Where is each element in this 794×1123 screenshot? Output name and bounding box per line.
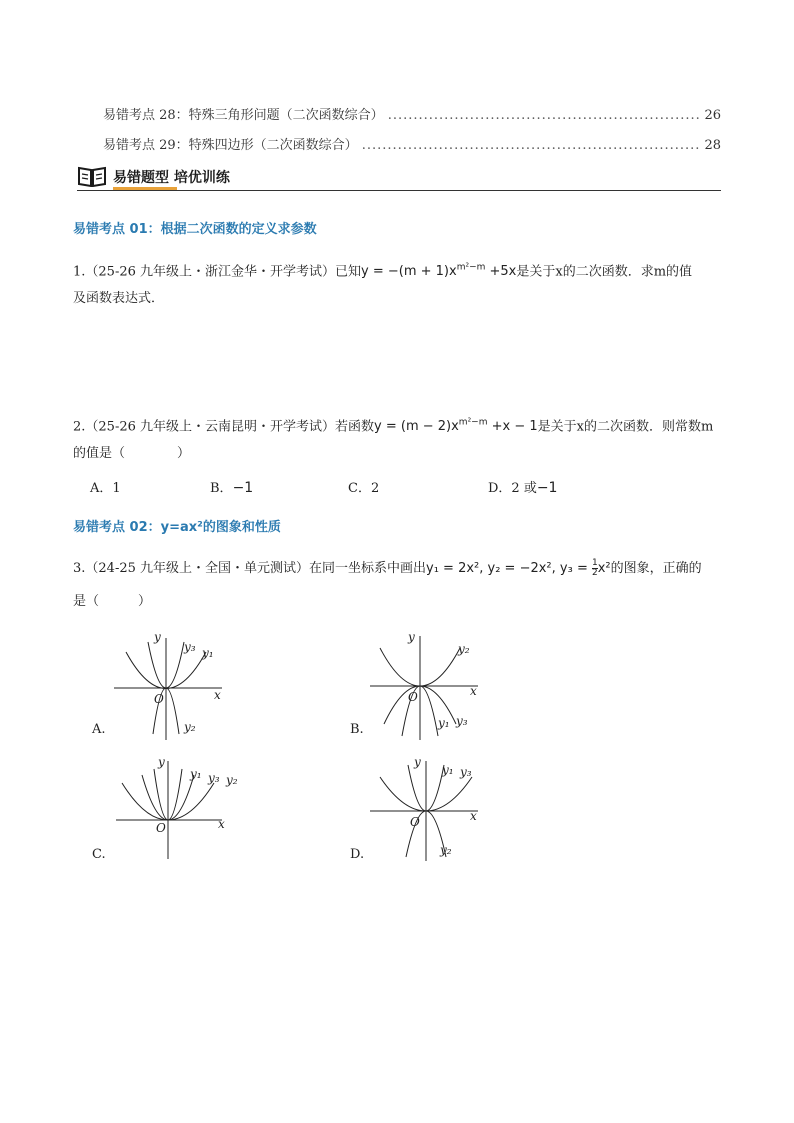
q2-option-a[interactable]: A．1 bbox=[90, 481, 121, 496]
toc-label: 易错考点 29：特殊四边形（二次函数综合） bbox=[103, 138, 358, 153]
toc-label: 易错考点 28：特殊三角形问题（二次函数综合） bbox=[103, 108, 384, 123]
q2-option-d[interactable]: D．2 或−1 bbox=[488, 480, 558, 496]
toc-entry-28[interactable] bbox=[103, 104, 721, 124]
curve-label: y₃ bbox=[184, 640, 196, 654]
question-2 bbox=[73, 413, 723, 464]
curve-label: y₃ bbox=[460, 765, 472, 779]
section-rule bbox=[77, 190, 721, 191]
x-axis-label: x bbox=[470, 809, 477, 823]
toc-entry-29[interactable] bbox=[103, 134, 721, 154]
y-axis-label: y bbox=[414, 755, 421, 769]
graph-c-plot bbox=[86, 755, 246, 865]
knowledge-point-02: 易错考点 02：y=ax²的图象和性质 bbox=[73, 520, 281, 535]
question-1-line2: 及函数表达式． bbox=[73, 291, 165, 307]
option-label: D. bbox=[350, 847, 365, 862]
y-axis-label: y bbox=[158, 755, 165, 769]
toc-page: 28 bbox=[704, 138, 721, 153]
origin-label: O bbox=[408, 690, 418, 704]
graph-a-plot bbox=[86, 630, 246, 740]
question-1 bbox=[73, 258, 723, 309]
question-2-line1: 2.（25-26 九年级上・云南昆明・开学考试）若函数$y = (m - 2)x^{m^2-m} +x - 1$是关于x的二次函数．则常数m bbox=[73, 418, 714, 435]
curve-label: y₁ bbox=[190, 767, 202, 781]
toc-page: 26 bbox=[704, 108, 721, 123]
question-3 bbox=[73, 559, 723, 612]
option-label: C. bbox=[92, 847, 106, 862]
origin-label: O bbox=[156, 821, 166, 835]
curve-label: y₁ bbox=[438, 716, 450, 730]
curve-label: y₃ bbox=[208, 771, 220, 785]
option-label: B. bbox=[350, 722, 364, 737]
origin-label: O bbox=[154, 692, 164, 706]
x-axis-label: x bbox=[218, 817, 225, 831]
curve-label: y₂ bbox=[458, 642, 470, 656]
curve-label: y₁ bbox=[202, 646, 214, 660]
curve-label: y₂ bbox=[440, 843, 452, 857]
question-2-line2: 的值是（ ） bbox=[73, 446, 191, 462]
option-label: A. bbox=[92, 722, 106, 737]
curve-label: y₁ bbox=[442, 763, 454, 777]
y-axis-label: y bbox=[408, 630, 415, 644]
graph-option-c[interactable] bbox=[86, 755, 246, 865]
q3-expression: y₁ = 2x², y₂ = −2x², y₃ = $\frac{1}{2}$ x² bbox=[426, 558, 611, 578]
section-title: 易错题型 培优训练 bbox=[113, 167, 230, 187]
half-fraction: $\frac{1}{2}$ bbox=[591, 558, 598, 578]
graph-option-d[interactable] bbox=[344, 755, 504, 865]
curve-label: y₂ bbox=[184, 720, 196, 734]
toc-leader-dots bbox=[388, 108, 701, 123]
q2-option-c[interactable]: C．2 bbox=[348, 481, 380, 496]
q2-option-b[interactable]: B．−1 bbox=[210, 480, 254, 496]
graph-b-plot bbox=[344, 630, 504, 740]
graph-option-a[interactable] bbox=[86, 630, 246, 740]
question-1-line1: 1.（25-26 九年级上・浙江金华・开学考试）已知$y = -(m + 1)x^{m^2-m} +5x$是关于x的二次函数．求m的值 bbox=[73, 263, 693, 280]
q1-expression: $y = -(m + 1)x^{m^2-m} +5x$ bbox=[361, 263, 517, 280]
y-axis-label: y bbox=[154, 630, 161, 644]
graph-d-plot bbox=[344, 755, 504, 865]
section-header bbox=[77, 163, 721, 191]
origin-label: O bbox=[410, 815, 420, 829]
open-book-icon bbox=[77, 165, 107, 187]
question-3-line1: 3.（24-25 九年级上・全国・单元测试）在同一坐标系中画出y₁ = 2x², y₂ = −2x², y₃ = $\frac{1}{2}$ x²的图象，正确的 bbox=[73, 558, 702, 578]
toc-leader-dots bbox=[362, 138, 701, 153]
x-axis-label: x bbox=[470, 684, 477, 698]
q2-expression: $y = (m - 2)x^{m^2-m} +x - 1$ bbox=[374, 418, 538, 435]
curve-label: y₃ bbox=[456, 714, 468, 728]
question-3-line2: 是（ ） bbox=[73, 594, 152, 609]
knowledge-point-01: 易错考点 01：根据二次函数的定义求参数 bbox=[73, 222, 317, 237]
graph-option-b[interactable] bbox=[344, 630, 504, 740]
x-axis-label: x bbox=[214, 688, 221, 702]
curve-label: y₂ bbox=[226, 773, 238, 787]
